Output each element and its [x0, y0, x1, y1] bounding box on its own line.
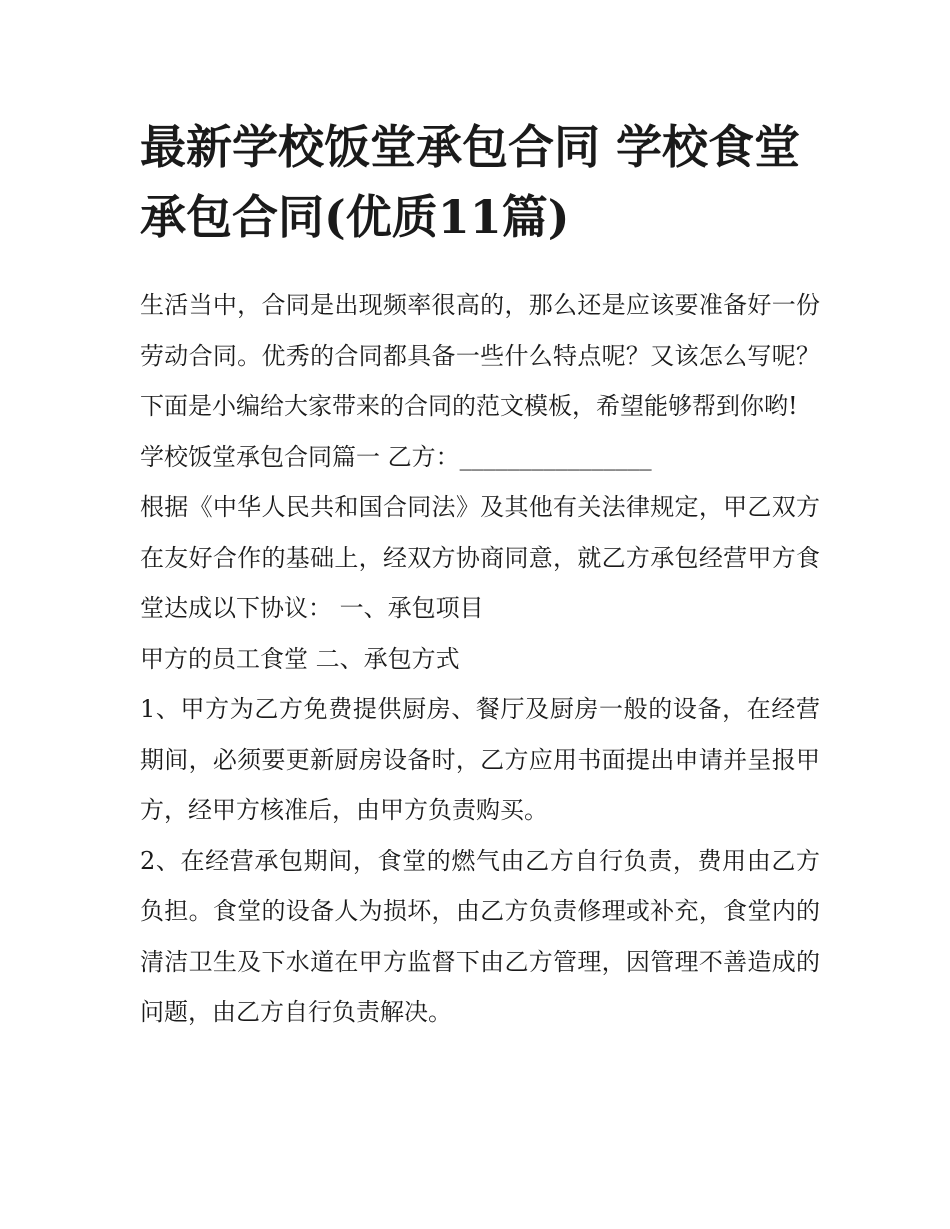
paragraph-clause-1: 1、甲方为乙方免费提供厨房、餐厅及厨房一般的设备，在经营期间，必须要更新厨房设备时，乙方应用书面提出申请并呈报甲方，经甲方核准后，由甲方负责购买。: [140, 695, 820, 824]
paragraph-contract-heading: 学校饭堂承包合同篇一 乙方：________________: [140, 442, 652, 471]
document-page: [140, 112, 820, 1038]
document-title: 最新学校饭堂承包合同 学校食堂承包合同(优质11篇): [140, 120, 801, 244]
paragraph-legal-basis: 根据《中华人民共和国合同法》及其他有关法律规定，甲乙双方在友好合作的基础上，经双方协商同意，就乙方承包经营甲方食堂达成以下协议： 一、承包项目: [140, 493, 820, 622]
paragraph-intro: 生活当中，合同是出现频率很高的，那么还是应该要准备好一份劳动合同。优秀的合同都具备一些什么特点呢？又该怎么写呢？下面是小编给大家带来的合同的范文模板，希望能够帮到你哟!: [140, 291, 820, 420]
paragraph-project: 甲方的员工食堂 二、承包方式: [140, 644, 460, 673]
document-body: [140, 280, 820, 1038]
paragraph-clause-2: 2、在经营承包期间，食堂的燃气由乙方自行负责，费用由乙方负担。食堂的设备人为损坏，由乙方负责修理或补充，食堂内的清洁卫生及下水道在甲方监督下由乙方管理，因管理不善造成的问题，由乙方自行负责解决。: [140, 846, 820, 1026]
